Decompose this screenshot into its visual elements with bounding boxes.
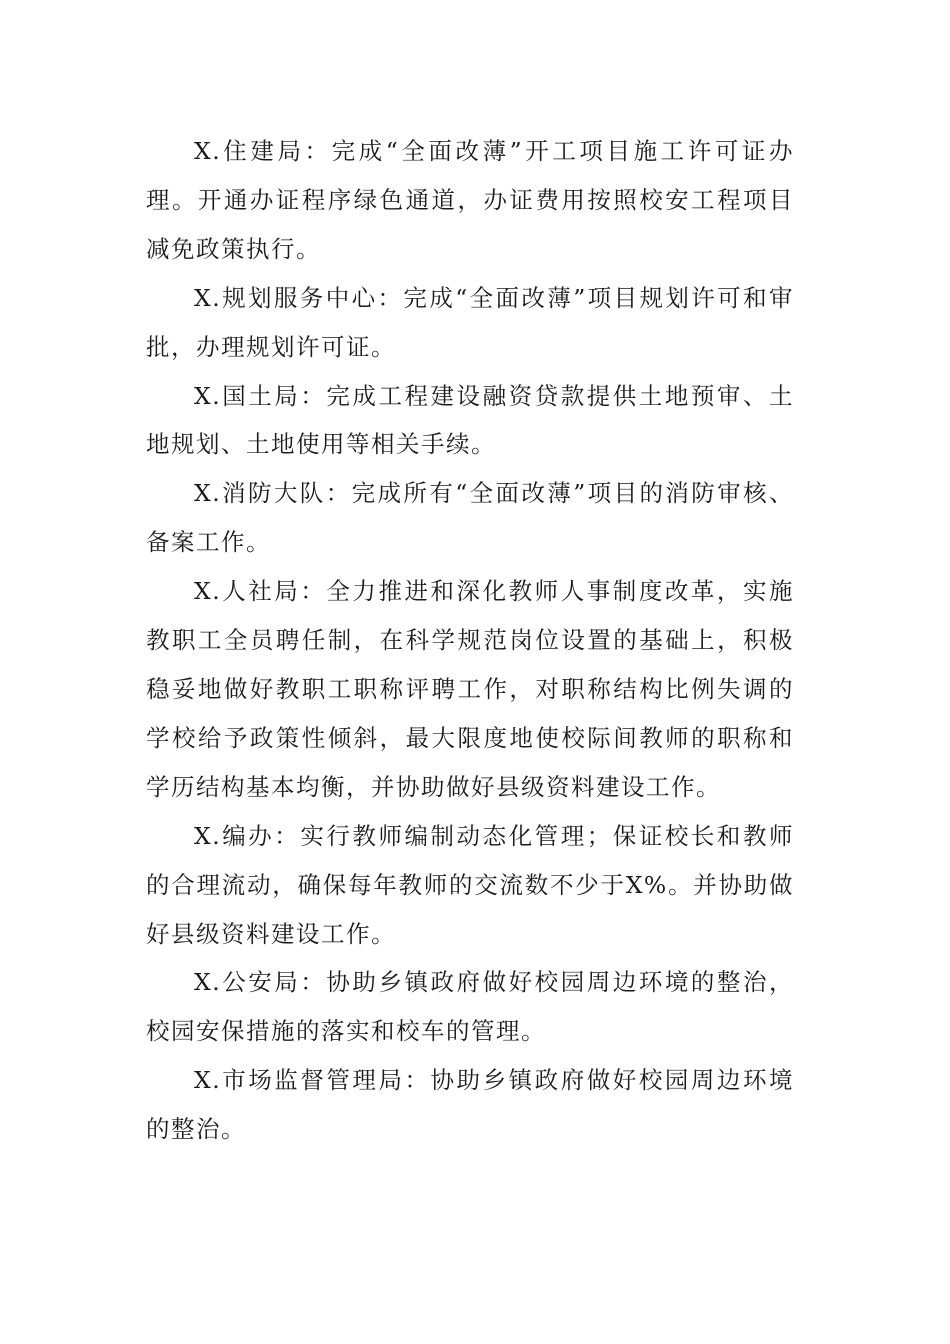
paragraph-housing-bureau: X.住建局：完成“全面改薄”开工项目施工许可证办理。开通办证程序绿色通道，办证费用按照校安工程项目减免政策执行。 <box>146 137 794 263</box>
document-body <box>146 127 794 1154</box>
paragraph-staffing-office: X.编办：实行教师编制动态化管理；保证校长和教师的合理流动，确保每年教师的交流数不少于X%。并协助做好县级资料建设工作。 <box>146 821 794 948</box>
paragraph-hr-bureau: X.人社局：全力推进和深化教师人事制度改革，实施教职工全员聘任制，在科学规范岗位设置的基础上，积极稳妥地做好教职工职称评聘工作，对职称结构比例失调的学校给予政策性倾斜，最大限度地使校际间教师的职称和学历结构基本均衡，并协助做好县级资料建设工作。 <box>146 577 794 801</box>
paragraph-fire-brigade: X.消防大队：完成所有“全面改薄”项目的消防审核、备案工作。 <box>146 479 794 557</box>
paragraph-land-bureau: X.国土局：完成工程建设融资贷款提供土地预审、土地规划、土地使用等相关手续。 <box>146 381 794 459</box>
paragraph-market-supervision: X.市场监督管理局：协助乡镇政府做好校园周边环境的整治。 <box>146 1066 794 1144</box>
paragraph-planning-center: X.规划服务中心：完成“全面改薄”项目规划许可和审批，办理规划许可证。 <box>146 283 794 361</box>
paragraph-public-security: X.公安局：协助乡镇政府做好校园周边环境的整治，校园安保措施的落实和校车的管理。 <box>146 968 794 1046</box>
